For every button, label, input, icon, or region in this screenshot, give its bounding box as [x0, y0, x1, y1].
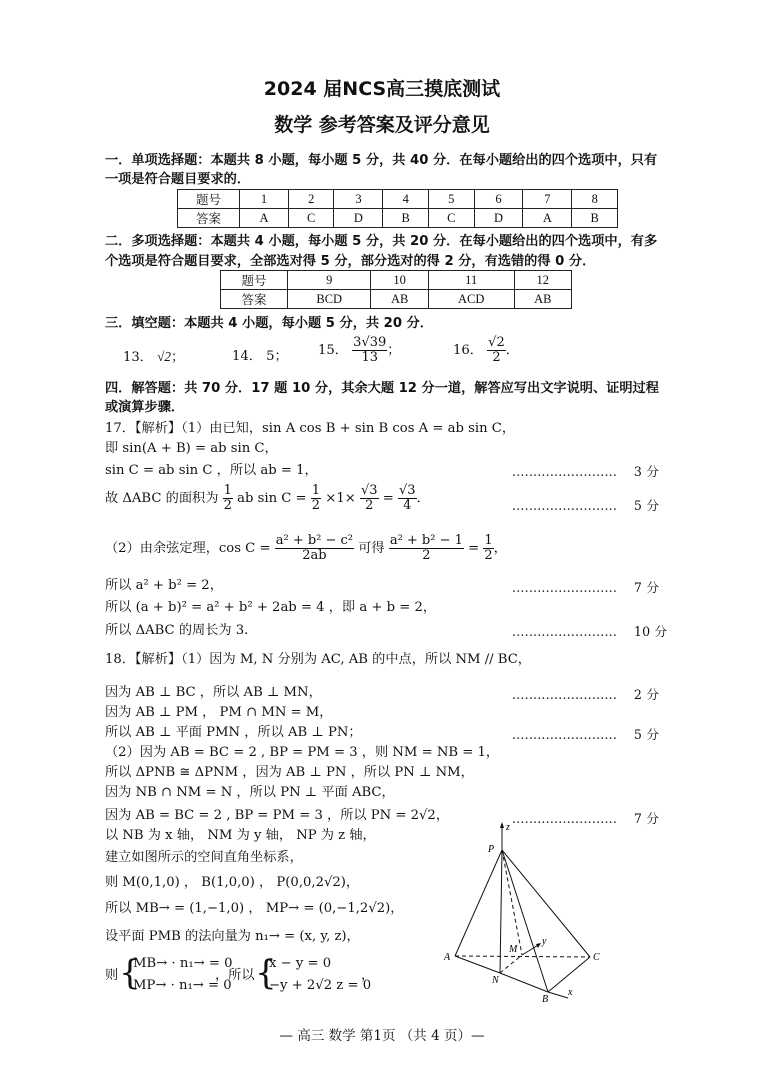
q17-line-4: 故 ΔABC 的面积为 $\frac{1}{2}$ ab sin C = $\frac{1}{2}$ ×1× $\frac{√3}{2}$ = $\frac{√3}{4}$ ． — [105, 483, 430, 513]
single-choice-answer-table — [177, 189, 618, 228]
q18-line-6: 所以 ΔPNB ≅ ΔPNM ，因为 AB ⊥ PN ，所以 PN ⊥ NM， — [105, 765, 474, 780]
q18-line-2: 因为 AB ⊥ BC ，所以 AB ⊥ MN， — [105, 685, 322, 700]
fill-answer-13: 13． √2； — [123, 349, 185, 365]
table-cell: A — [523, 209, 572, 228]
label-B: B — [542, 994, 549, 1005]
table-cell: 8 — [572, 190, 618, 209]
row-label-answer: 答案 — [221, 290, 288, 309]
system-eq-4: −y + 2√2 z = 0 — [269, 978, 372, 993]
table-cell: 10 — [371, 271, 428, 290]
label-N: N — [492, 975, 499, 986]
q17-line-3: sin C = ab sin C ，所以 ab = 1， — [105, 463, 318, 478]
fill-answer-16: 16． $\frac{√2}{2}$ ． — [453, 335, 519, 365]
q17-l5-denominator-2: 2 — [422, 548, 431, 563]
q17-l5-numerator-2: a² + b² − 1 — [389, 533, 463, 548]
page-subtitle: 数学 参考答案及评分意见 — [274, 114, 490, 136]
q18-line-7: 因为 NB ∩ NM = N ，所以 PN ⊥ 平面 ABC， — [105, 785, 395, 800]
q17-line-5: （2）由余弦定理，cos C = $\frac{\text{a² + b² − c²}}{2ab}$ 可得 $\frac{\text{a² + b² − 1}}{2}$ = $\frac{1}{2}$ ， — [105, 533, 507, 563]
score-10: ......................... 10 分 — [512, 624, 668, 639]
section4-heading: 四．解答题：共 70 分．17 题 10 分，其余大题 12 分一道，解答应写出文字说明、证明过程 — [105, 381, 659, 396]
label-A: A — [444, 952, 451, 963]
q13-label: 13． — [123, 350, 153, 365]
section1-heading: 一．单项选择题：本题共 8 小题，每小题 5 分，共 40 分．在每小题给出的四个选项中，只有 — [105, 153, 658, 168]
score-2: ......................... 2 分 — [512, 687, 660, 702]
table-row — [178, 209, 618, 228]
q17-line-6: 所以 a² + b² = 2， — [105, 578, 223, 593]
table-cell: 5 — [428, 190, 474, 209]
q17-line-1: 17．【解析】（1）由已知，sin A cos B + sin B cos A = ab sin C， — [105, 421, 516, 436]
label-x: x — [568, 987, 573, 998]
q16-numerator: √2 — [488, 335, 505, 350]
q18-line-10: 建立如图所示的空间直角坐标系， — [105, 850, 303, 865]
score-5b: ......................... 5 分 — [512, 727, 660, 742]
section1-heading-2: 一项是符合题目要求的． — [105, 172, 251, 187]
table-row — [221, 290, 572, 309]
q17-l5-part-b: 可得 — [358, 541, 385, 556]
pyramid-figure — [440, 820, 610, 1005]
q13-answer: √2 — [157, 349, 172, 364]
fill-answer-15: 15． $\frac{3√39}{13}$ ； — [318, 335, 401, 365]
q17-l5-part-c: = — [468, 541, 480, 556]
q18-line-1: 18．【解析】（1）因为 M, N 分别为 AC, AB 的中点，所以 NM // BC， — [105, 652, 531, 667]
q18-line-4: 所以 AB ⊥ 平面 PMN ，所以 AB ⊥ PN； — [105, 725, 362, 740]
q16-label: 16． — [453, 343, 483, 358]
q17-l5-numerator: a² + b² − c² — [275, 533, 354, 548]
table-cell: B — [383, 209, 429, 228]
table-cell: 9 — [288, 271, 371, 290]
score-7b: ......................... 7 分 — [512, 811, 660, 826]
table-cell: C — [428, 209, 474, 228]
q17-l4-part-c: ×1× — [325, 491, 356, 506]
q15-label: 15． — [318, 343, 348, 358]
table-cell: 1 — [240, 190, 289, 209]
table-cell: 12 — [514, 271, 571, 290]
section2-heading: 二．多项选择题：本题共 4 小题，每小题 5 分，共 20 分．在每小题给出的四个选项中，有多 — [105, 234, 658, 249]
table-row — [221, 271, 572, 290]
fill-answer-14: 14． 5； — [232, 349, 288, 364]
table-cell: C — [288, 209, 334, 228]
table-cell: D — [474, 209, 523, 228]
table-cell: AB — [514, 290, 571, 309]
label-P: P — [488, 844, 495, 855]
score-3: ......................... 3 分 — [512, 464, 660, 479]
row-label-question: 题号 — [221, 271, 288, 290]
table-cell: AB — [371, 290, 428, 309]
row-label-answer: 答案 — [178, 209, 240, 228]
table-cell: 4 — [383, 190, 429, 209]
table-cell: BCD — [288, 290, 371, 309]
table-cell: 11 — [428, 271, 514, 290]
page-title: 2024 届NCS高三摸底测试 — [263, 78, 501, 100]
label-M: M — [509, 944, 518, 955]
q15-numerator: 3√39 — [353, 335, 387, 350]
q17-l5-part-a: （2）由余弦定理，cos C = — [105, 541, 271, 556]
row-label-question: 题号 — [178, 190, 240, 209]
label-C: C — [593, 952, 600, 963]
q18-line-13: 设平面 PMB 的法向量为 n₁→ = (x, y, z)， — [105, 929, 360, 944]
q17-line-8: 所以 ΔABC 的周长为 3. — [105, 623, 249, 638]
score-5: ......................... 5 分 — [512, 498, 660, 513]
section4-heading-2: 或演算步骤． — [105, 400, 185, 415]
table-cell: 6 — [474, 190, 523, 209]
q18-line-12: 所以 MB→ = (1,−1,0) ， MP→ = (0,−1,2√2)， — [105, 901, 404, 916]
table-cell: A — [240, 209, 289, 228]
label-y: y — [542, 936, 547, 947]
q18-line-5: （2）因为 AB = BC = 2 , BP = PM = 3 ，则 NM = NB = 1， — [105, 745, 500, 760]
table-cell: B — [572, 209, 618, 228]
system-eq-3: x − y = 0 — [269, 956, 332, 971]
section2-heading-2: 个选项是符合题目要求，全部选对得 5 分，部分选对的得 2 分，有选错的得 0 分． — [105, 254, 596, 269]
table-cell: ACD — [428, 290, 514, 309]
q17-l4-part-a: 故 ΔABC 的面积为 — [105, 491, 219, 506]
q17-line-7: 所以 (a + b)² = a² + b² + 2ab = 4 ，即 a + b = 2， — [105, 600, 437, 615]
q16-denominator: 2 — [492, 350, 501, 365]
q17-l5-denominator: 2ab — [302, 548, 327, 563]
system-eq-2: MP→ · n₁→ = 0 — [133, 978, 232, 993]
q18-line-9: 以 NB 为 x 轴， NM 为 y 轴， NP 为 z 轴， — [105, 828, 376, 843]
table-cell: D — [334, 209, 383, 228]
system-eq-1: MB→ · n₁→ = 0 — [133, 956, 233, 971]
label-z: z — [506, 822, 510, 833]
score-7: ......................... 7 分 — [512, 580, 660, 595]
table-cell: 2 — [288, 190, 334, 209]
q18-line-8: 因为 AB = BC = 2 , BP = PM = 3 ，所以 PN = 2√2， — [105, 808, 450, 823]
q17-l4-part-b: ab sin C = — [237, 491, 307, 506]
table-cell: 3 — [334, 190, 383, 209]
q17-l4-part-d: = — [382, 491, 394, 506]
multi-choice-answer-table — [220, 270, 572, 309]
q15-denominator: 13 — [361, 350, 378, 365]
table-row — [178, 190, 618, 209]
section3-heading: 三．填空题：本题共 4 小题，每小题 5 分，共 20 分． — [105, 316, 433, 331]
table-cell: 7 — [523, 190, 572, 209]
q18-line-11: 则 M(0,1,0) ， B(1,0,0) ， P(0,0,2√2)， — [105, 875, 360, 890]
page-footer: — 高三 数学 第1页 （共 4 页）— — [279, 1028, 485, 1044]
q17-line-2: 即 sin(A + B) = ab sin C， — [105, 441, 278, 456]
q18-line-3: 因为 AB ⊥ PM ， PM ∩ MN = M， — [105, 705, 333, 720]
